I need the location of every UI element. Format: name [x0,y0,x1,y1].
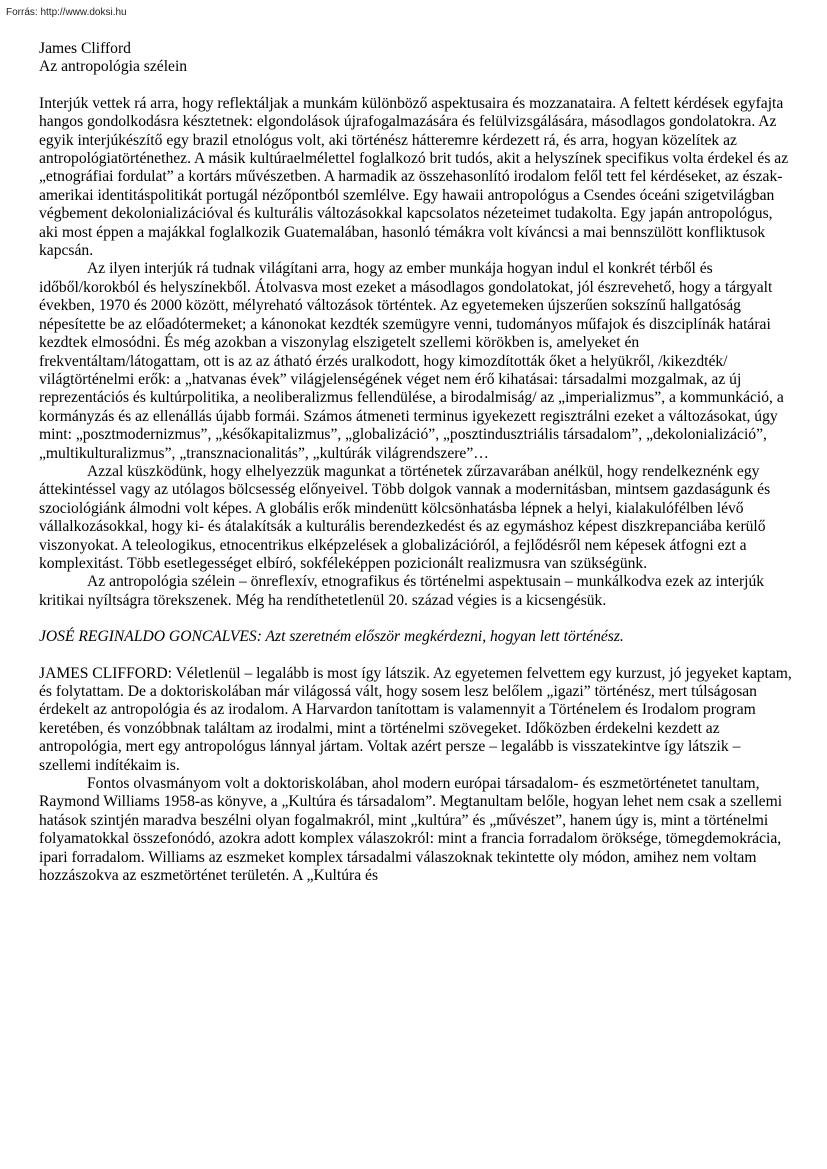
document-page [39,40,794,885]
document-title: Az antropológia szélein [39,58,188,76]
author-name: James Clifford [39,40,131,57]
paragraph-edges: Az antropológia szélein – önreflexív, etnografikus és történelmi aspektusain – munkálkodva ezek az interjúk kritikai nyíltságra törekszenek. Még ha rendíthetetlenül 20. század végies is a kicsengésük. [39,573,765,609]
source-note: Forrás: http://www.doksi.hu [6,7,127,18]
paragraph-intro: Interjúk vettek rá arra, hogy reflektáljak a munkám különböző aspektusaira és mozzanataira. A feltett kérdések egyfajta hangos gondolkodásra késztetnek: elgondolások újrafogalmazására és felülvizsgálására, másodlagos gondolatokra. Az egyik interjúkészítő egy brazil etnológus volt, aki történész hátteremre kérdezett rá, és arra, hogyan közelítek az antropológiatörténethez. A másik kultúraelmélettel foglalkozó brit tudós, akit a helyszínek specifikus volta érdekel és az „etnográfiai fordulat” a kortárs művészetben. A harmadik az összehasonlító irodalom felől tett fel kérdéseket, az észak-amerikai identitáspolitikát portugál nézőpontból szemlélve. Egy hawaii antropológus a Csendes óceáni szigetvilágban végbement dekolonializációval és kulturális változásokkal kapcsolatos nézeteimet tudakolta. Egy japán antropológus, aki most éppen a majákkal foglalkozik Guatemalában, hasonló témákra volt kíváncsi a mai bennszülött konfliktusok kapcsán. [39,94,789,260]
paragraph-globalization: Azzal küszködünk, hogy elhelyezzük magunkat a történetek zűrzavarában anélkül, hogy rendelkeznénk egy áttekintéssel vagy az utólagos bölcsesség előnyeivel. Több dolgok vannak a modernitásban, mintsem gazdaságunk és szociológiánk álmodni volt képes. A globális erők mindenütt kölcsönhatásba lépnek a helyi, kialakulófélben lévő vállalkozásokkal, hogy ki- és átalakítsák a kulturális berendezkedést és az egymáshoz képest diszkrepanciába kerülő viszonyokat. A teleologikus, etnocentrikus elképzelések a globalizációról, a fejlődésről nem képesek átfogni ezt a komplexitást. Több esetlegességet elbíró, sokféleképpen pozicionált realizmusra van szükségünk. [39,462,771,572]
header-block [39,40,794,77]
paragraph-changes: Az ilyen interjúk rá tudnak világítani arra, hogy az ember munkája hogyan indul el konkrét térből és időből/korokból és helyszínekből. Átolvasva most ezeket a másodlagos gondolatokat, jól észrevehető, hogy a tárgyalt években, 1970 és 2000 között, mélyreható változások történtek. Az egyetemeken újszerűen sokszínű hallgatóság népesítette be az előadótermeket; a kánonokat kezdték szemügyre venni, tudományos műfajok és diszciplínák határai kezdtek elmosódni. És még azokban a viszonylag elszigetelt szellemi körökben is, amelyeket én frekventáltam/látogattam, ott is az az átható érzés uralkodott, hogy kimozdították őket a helyükről, /kikezdték/ világtörténelmi erők: a „hatvanas évek” világjelenségének véget nem érő kihatásai: társadalmi mozgalmak, az új reprezentációs és kultúrpolitika, a neoliberalizmus fellendülése, a birodalmiság/ az „imperializmus”, a kommunkáció, a kormányzás és az ellenállás újabb formái. Számos átmeneti terminus igyekezett regisztrálni ezeket a változásokat, úgy mint: „posztmodernizmus”, „későkapitalizmus”, „globalizáció”, „posztindusztriális társadalom”, „dekolonializáció”, „multikulturalizmus”, „transznacionalitás”, „kultúrák világrendszere”… [39,260,784,462]
paragraph-williams: Fontos olvasmányom volt a doktoriskolában, ahol modern európai társadalom- és eszmetörténetet tanultam, Raymond Williams 1958-as könyve, a „Kultúra és társadalom”. Megtanultam belőle, hogyan lehet nem csak a szellemi hatások szintjén maradva beszélni olyan fogalmakról, mint „kultúra” és „művészet”, hanem úgy is, mint a történelmi folyamatokkal összefonódó, azokra adott komplex válaszokról: mint a francia forradalom öröksége, tömegdemokrácia, ipari forradalom. Williams az eszmeket komplex társadalmi válaszoknak tekintette oly módon, amihez nem voltam hozzászokva az eszmetörténet területén. A „Kultúra és [39,775,783,885]
interview-answer: JAMES CLIFFORD: Véletlenül – legalább is most így látszik. Az egyetemen felvettem egy kurzust, jó jegyeket kaptam, és folytattam. De a doktoriskolában már világossá vált, hogy sosem lesz belőlem „igazi” történész, mert túlságosan érdekelt az antropológia és az irodalom. A Harvardon tanítottam is valamennyit a Történelem és Irodalom program keretében, és vonzóbbnak találtam az irodalmi, mint a történelmi szövegeket. Időközben érdekelni kezdett az antropológia, mert egy antropológus lánnyal jártam. Voltak azért persze – legalább is visszatekintve így látszik – szellemi indítékaim is. [39,664,792,774]
interview-question: JOSÉ REGINALDO GONCALVES: Azt szeretném először megkérdezni, hogyan lett történész. [39,628,624,646]
